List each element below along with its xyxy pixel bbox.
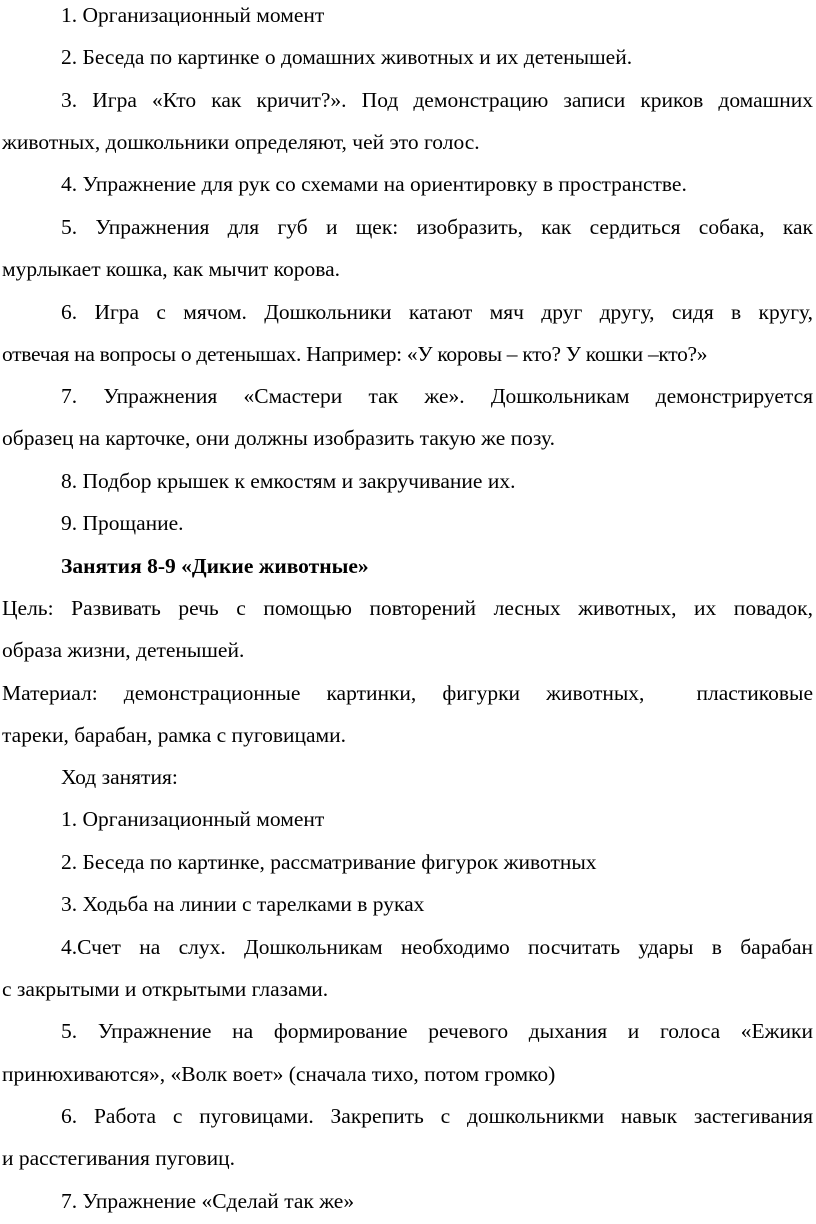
- text-line: Ход занятия:: [61, 765, 178, 789]
- text-line: 2. Беседа по картинке о домашних животных и их детенышей.: [61, 45, 633, 69]
- text-line: тареки, барабан, рамка с пуговицами.: [2, 723, 347, 747]
- text-line: 4.Счет на слух. Дошкольникам необходимо посчитать удары в барабан: [61, 935, 813, 959]
- text-line: 3. Игра «Кто как кричит?». Под демонстрацию записи криков домашних: [61, 88, 813, 112]
- text-line: Цель: Развивать речь с помощью повторений лесных животных, их повадок,: [2, 596, 813, 620]
- text-line: 9. Прощание.: [61, 511, 184, 535]
- text-line: Материал: демонстрационные картинки, фигурки животных, пластиковые: [2, 681, 813, 705]
- text-line: 8. Подбор крышек к емкостям и закручивание их.: [61, 469, 516, 493]
- text-line: 6. Игра с мячом. Дошкольники катают мяч друг другу, сидя в кругу,: [61, 300, 813, 324]
- text-line: 4. Упражнение для рук со схемами на ориентировку в пространстве.: [61, 172, 687, 196]
- text-line: 7. Упражнение «Сделай так же»: [61, 1189, 355, 1213]
- text-line: 1. Организационный момент: [61, 807, 325, 831]
- text-line: с закрытыми и открытыми глазами.: [2, 977, 329, 1001]
- text-line: мурлыкает кошка, как мычит корова.: [2, 257, 341, 281]
- text-line: и расстегивания пуговиц.: [2, 1146, 236, 1170]
- text-line: 7. Упражнения «Смастери так же». Дошкольникам демонстрируется: [61, 384, 813, 408]
- text-line: 6. Работа с пуговицами. Закрепить с дошкольникми навык застегивания: [61, 1104, 813, 1128]
- text-line: образа жизни, детенышей.: [2, 638, 245, 662]
- text-line: 5. Упражнения для губ и щек: изобразить, как сердиться собака, как: [61, 215, 813, 239]
- text-line: 2. Беседа по картинке, рассматривание фигурок животных: [61, 850, 597, 874]
- text-line: отвечая на вопросы о детенышах. Например: «У коровы – кто? У кошки –кто?»: [2, 342, 708, 366]
- text-line: 1. Организационный момент: [61, 3, 325, 27]
- text-line: 5. Упражнение на формирование речевого дыхания и голоса «Ежики: [61, 1019, 813, 1043]
- text-line: принюхиваются», «Волк воет» (сначала тихо, потом громко): [2, 1062, 556, 1086]
- section-heading: Занятия 8-9 «Дикие животные»: [61, 554, 369, 578]
- text-line: 3. Ходьба на линии с тарелками в руках: [61, 892, 425, 916]
- text-line: образец на карточке, они должны изобразить такую же позу.: [2, 426, 555, 450]
- text-line: животных, дошкольники определяют, чей это голос.: [2, 130, 480, 154]
